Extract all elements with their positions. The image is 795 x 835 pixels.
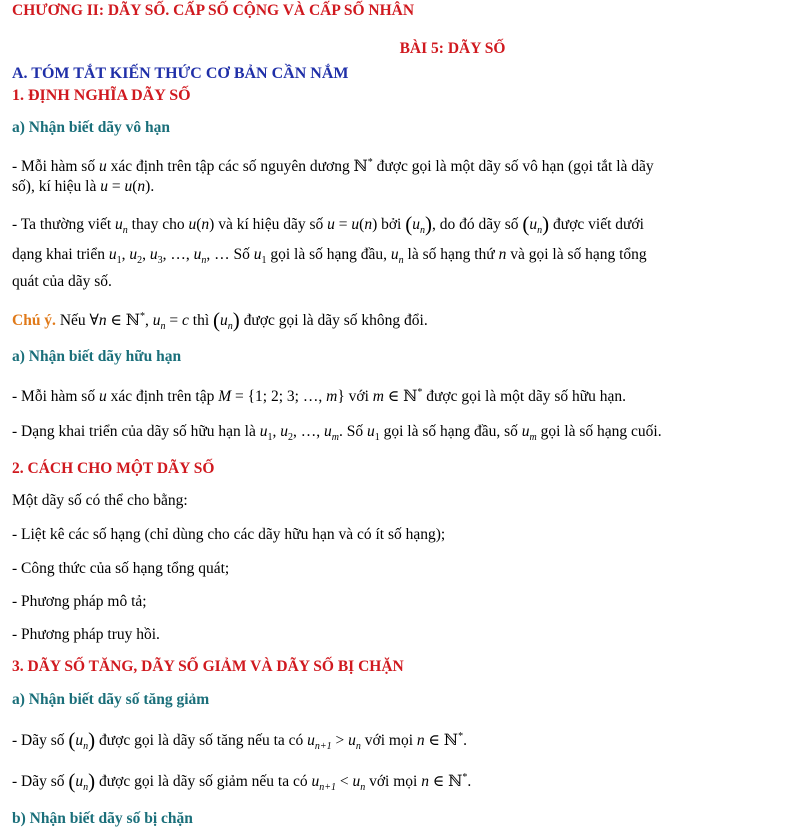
section-3-heading: 3. DÃY SỐ TĂNG, DÃY SỐ GIẢM VÀ DÃY SỐ BỊ CHẶN: [12, 658, 404, 675]
subheading-bounded: b) Nhận biết dãy số bị chặn: [12, 810, 193, 827]
subheading-monotone: a) Nhận biết dãy số tăng giảm: [12, 691, 210, 708]
paragraph-2-line-1: - Ta thường viết $u_n$ thay cho u(n) và kí hiệu dãy số u = u(n) bởi $(u_n)$, do đó dãy số $(u_n)$ được viết dưới: [12, 212, 644, 237]
list-item: - Phương pháp mô tả;: [12, 593, 147, 610]
section-a-heading: A. TÓM TẮT KIẾN THỨC CƠ BẢN CẦN NẮM: [12, 65, 349, 82]
increasing-definition: - Dãy số $(u_n)$ được gọi là dãy số tăng nếu ta có $u_{n+1} > u_n$ với mọi n ∈ ℕ*.: [12, 728, 467, 753]
list-item: - Liệt kê các số hạng (chỉ dùng cho các dãy hữu hạn và có ít số hạng);: [12, 526, 446, 543]
paragraph-1-line-2: số), kí hiệu là u = u(n).: [12, 178, 155, 195]
subheading-infinite: a) Nhận biết dãy vô hạn: [12, 119, 171, 136]
paragraph-3: - Mỗi hàm số u xác định trên tập M = {1; 2; 3; …, m} với m ∈ ℕ* được gọi là một dãy số hữu hạn.: [12, 387, 627, 406]
decreasing-definition: - Dãy số $(u_n)$ được gọi là dãy số giảm nếu ta có $u_{n+1} < u_n$ với mọi n ∈ ℕ*.: [12, 769, 472, 794]
list-item: - Phương pháp truy hồi.: [12, 626, 160, 643]
section-2-heading: 2. CÁCH CHO MỘT DÃY SỐ: [12, 460, 215, 477]
list-item: - Công thức của số hạng tổng quát;: [12, 560, 230, 577]
paragraph-1-line-1: - Mỗi hàm số u xác định trên tập các số nguyên dương ℕ* được gọi là một dãy số vô hạn (gọi tắt là dãy: [12, 157, 654, 176]
chapter-title: CHƯƠNG II: DÃY SỐ. CẤP SỐ CỘNG VÀ CẤP SỐ NHÂN: [12, 2, 415, 19]
section-1-heading: 1. ĐỊNH NGHĨA DÃY SỐ: [12, 87, 191, 104]
subheading-finite: a) Nhận biết dãy hữu hạn: [12, 348, 182, 365]
section-2-intro: Một dãy số có thể cho bằng:: [12, 492, 188, 509]
note-line: Chú ý. Nếu ∀n ∈ ℕ*, $u_n = c$ thì $(u_n)$ được gọi là dãy số không đổi.: [12, 308, 428, 333]
lesson-title: BÀI 5: DÃY SỐ: [399, 40, 506, 57]
paragraph-2-line-3: quát của dãy số.: [12, 273, 112, 290]
paragraph-4: - Dạng khai triển của dãy số hữu hạn là $u_1$, $u_2$, …, $u_m$. Số $u_1$ gọi là số hạng đầu, số $u_m$ gọi là số hạng cuối.: [12, 423, 662, 444]
paragraph-2-line-2: dạng khai triển $u_1$, $u_2$, $u_3$, …, $u_n$, … Số $u_1$ gọi là số hạng đầu, $u_n$ là số hạng thứ n và gọi là số hạng tổng: [12, 246, 647, 267]
